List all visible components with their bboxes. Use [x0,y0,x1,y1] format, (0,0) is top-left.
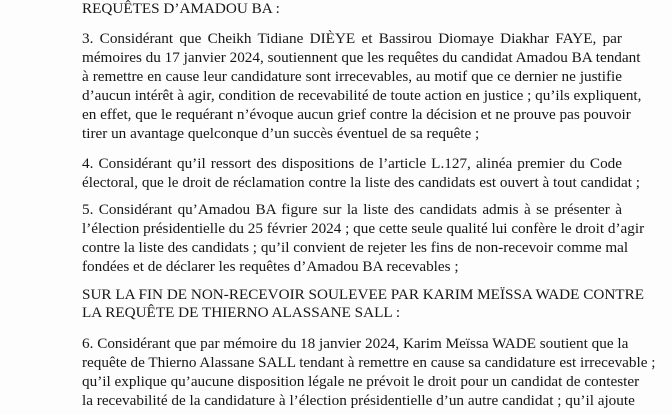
paragraph-6-line-1: 6. Considérant que par mémoire du 18 janvier 2024, Karim Meïssa WADE soutient que la [82,335,629,352]
paragraph-4-line-2: électoral, que le droit de réclamation contre la liste des candidats est ouvert à tout candidat ; [82,174,640,191]
section-heading-tail: REQUÊTES D’AMADOU BA : [82,0,280,17]
paragraph-5-line-4: fondées et de déclarer les requêtes d’Amadou BA recevables ; [82,258,459,275]
paragraph-3-line-4: d’aucun intérêt à agir, condition de recevabilité de toute action en justice ; qu’ils expliquent, [82,87,642,104]
paragraph-5-line-3: contre la liste des candidats ; qu’il convient de rejeter les fins de non-recevoir comme mal [82,239,629,256]
paragraph-3-line-2: mémoires du 17 janvier 2024, soutiennent que les requêtes du candidat Amadou BA tendant [82,49,641,66]
paragraph-6-line-4: la recevabilité de la candidature à l’élection présidentielle d’un autre candidat ; qu’il ajoute [82,392,635,409]
paragraph-3-line-5: en effet, que le requérant n’évoque aucun grief contre la décision et ne prouve pas pouvoir [82,106,631,123]
paragraph-6-line-2: requête de Thierno Alassane SALL tendant à remettre en cause sa candidature est irrecevable ; [82,354,656,371]
paragraph-5-line-2: l’élection présidentielle du 25 février 2024 ; que cette seule qualité lui confère le droit d’agir [82,220,645,237]
paragraph-5-line-1: 5. Considérant qu’Amadou BA figure sur la liste des candidats admis à se présenter à [82,201,622,218]
paragraph-3-line-6: tirer un avantage quelconque d’un succès éventuel de sa requête ; [82,125,480,142]
paragraph-3-line-1: 3. Considérant que Cheikh Tidiane DIÈYE et Bassirou Diomaye Diakhar FAYE, par [82,30,622,47]
paragraph-3-line-3: à remettre en cause leur candidature sont irrecevables, au motif que ce dernier ne justifie [82,68,622,85]
section-heading-line-2: LA REQUÊTE DE THIERNO ALASSANE SALL : [82,304,401,321]
paragraph-4-line-1: 4. Considérant qu’il ressort des dispositions de l’article L.127, alinéa premier du Code [82,155,622,172]
section-heading-line-1: SUR LA FIN DE NON-RECEVOIR SOULEVEE PAR KARIM MEÏSSA WADE CONTRE [82,286,644,303]
paragraph-6-line-3: qu’il explique qu’aucune disposition légale ne prévoit le droit pour un candidat de contester [82,373,640,390]
